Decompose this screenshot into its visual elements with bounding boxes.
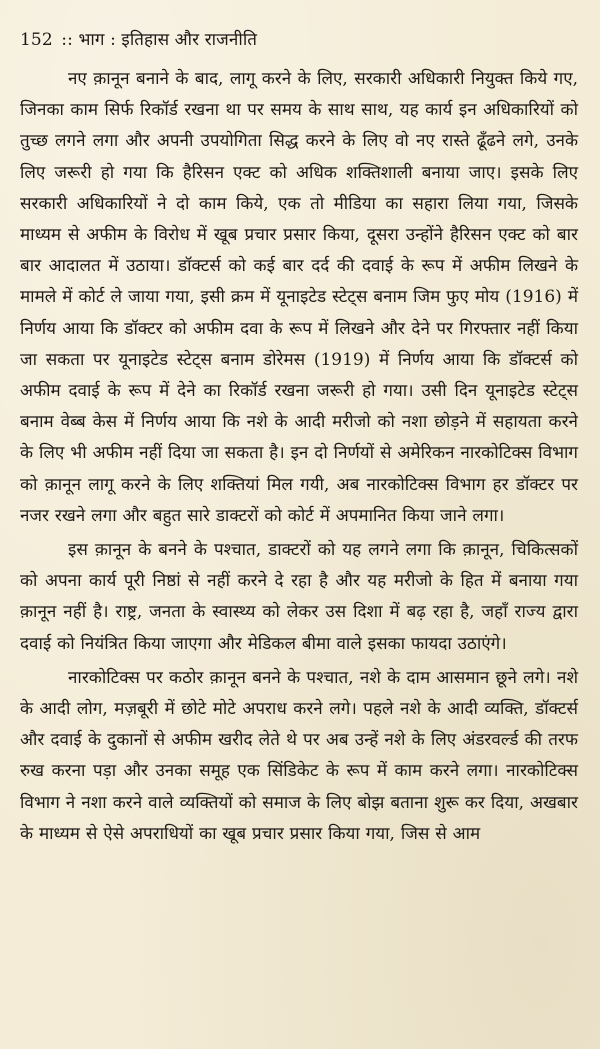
page-number: 152 xyxy=(20,30,53,50)
paragraph: नए क़ानून बनाने के बाद, लागू करने के लिए, सरकारी अधिकारी नियुक्त किये गए, जिनका काम सिर्फ रिकॉर्ड रखना था पर समय के साथ साथ, यह कार्य इन अधिकारियों को तुच्छ लगने लगा और अपनी उपयोगिता सिद्ध करने के लिए वो नए रास्ते ढूँढने लगे, उनके लिए जरूरी हो गया कि हैरिसन एक्ट को अधिक शक्तिशाली बनाया जाए। इसके लिए सरकारी अधिकारियों ने दो काम किये, एक तो मीडिया का सहारा लिया गया, जिसके माध्यम से अफीम के विरोध में खूब प्रचार प्रसार किया, दूसरा उन्होंने हैरिसन एक्ट को बार बार आदालत में उठाया। डॉक्टर्स को कई बार दर्द की दवाई के रूप में अफीम लिखने के मामले में कोर्ट ले जाया गया, इसी क्रम में यूनाइटेड स्टेट्स बनाम जिम फुए मोय (1916) में निर्णय आया कि डॉक्टर को अफीम दवा के रूप में लिखने और देने पर गिरफ्तार नहीं किया जा सकता पर यूनाइटेड स्टेट्स बनाम डोरेमस (1919) में निर्णय आया कि डॉक्टर्स को अफीम दवाई के रूप में देने का रिकॉर्ड रखना जरूरी हो गया। उसी दिन यूनाइटेड स्टेट्स बनाम वेब्ब केस में निर्णय आया कि नशे के आदी मरीजो को नशा छोड़ने में सहायता करने के लिए भी अफीम नहीं दिया जा सकता है। इन दो निर्णयों से अमेरिकन नारकोटिक्स विभाग को क़ानून लागू करने के लिए शक्तियां मिल गयी, अब नारकोटिक्स विभाग हर डॉक्टर पर नजर रखने लगा और बहुत सारे डाक्टरों को कोर्ट में अपमानित किया जाने लगा। xyxy=(20,69,578,526)
paragraph: इस क़ानून के बनने के पश्चात, डाक्टरों को यह लगने लगा कि क़ानून, चिकित्सकों को अपना कार्य पूरी निष्ठां से नहीं करने दे रहा है और यह मरीजो के हित में बनाया गया क़ानून नहीं है। राष्ट्र, जनता के स्वास्थ्य को लेकर उस दिशा में बढ़ रहा है, जहाँ राज्य द्वारा दवाई को नियंत्रित किया जाएगा और मेडिकल बीमा वाले इसका फायदा उठाएंगे। xyxy=(20,540,578,654)
header-separator: :: xyxy=(61,30,73,50)
paragraph: नारकोटिक्स पर कठोर क़ानून बनने के पश्चात, नशे के दाम आसमान छूने लगे। नशे के आदी लोग, मज़बूरी में छोटे मोटे अपराध करने लगे। पहले नशे के आदी व्यक्ति, डॉक्टर्स और दवाई के दुकानों से अफीम खरीद लेते थे पर अब उन्हें नशे के लिए अंडरवर्ल्ड की तरफ रुख करना पड़ा और उनका समूह एक सिंडिकेट के रूप में काम करने लगा। नारकोटिक्स विभाग ने नशा करने वाले व्यक्तियों को समाज के लिए बोझ बताना शुरू कर दिया, अखबार के माध्यम से ऐसे अपराधियों का खूब प्रचार प्रसार किया गया, जिस से आम xyxy=(20,667,578,844)
section-title: भाग : इतिहास और राजनीति xyxy=(78,30,258,50)
body-text xyxy=(20,64,578,850)
running-header xyxy=(20,30,578,50)
